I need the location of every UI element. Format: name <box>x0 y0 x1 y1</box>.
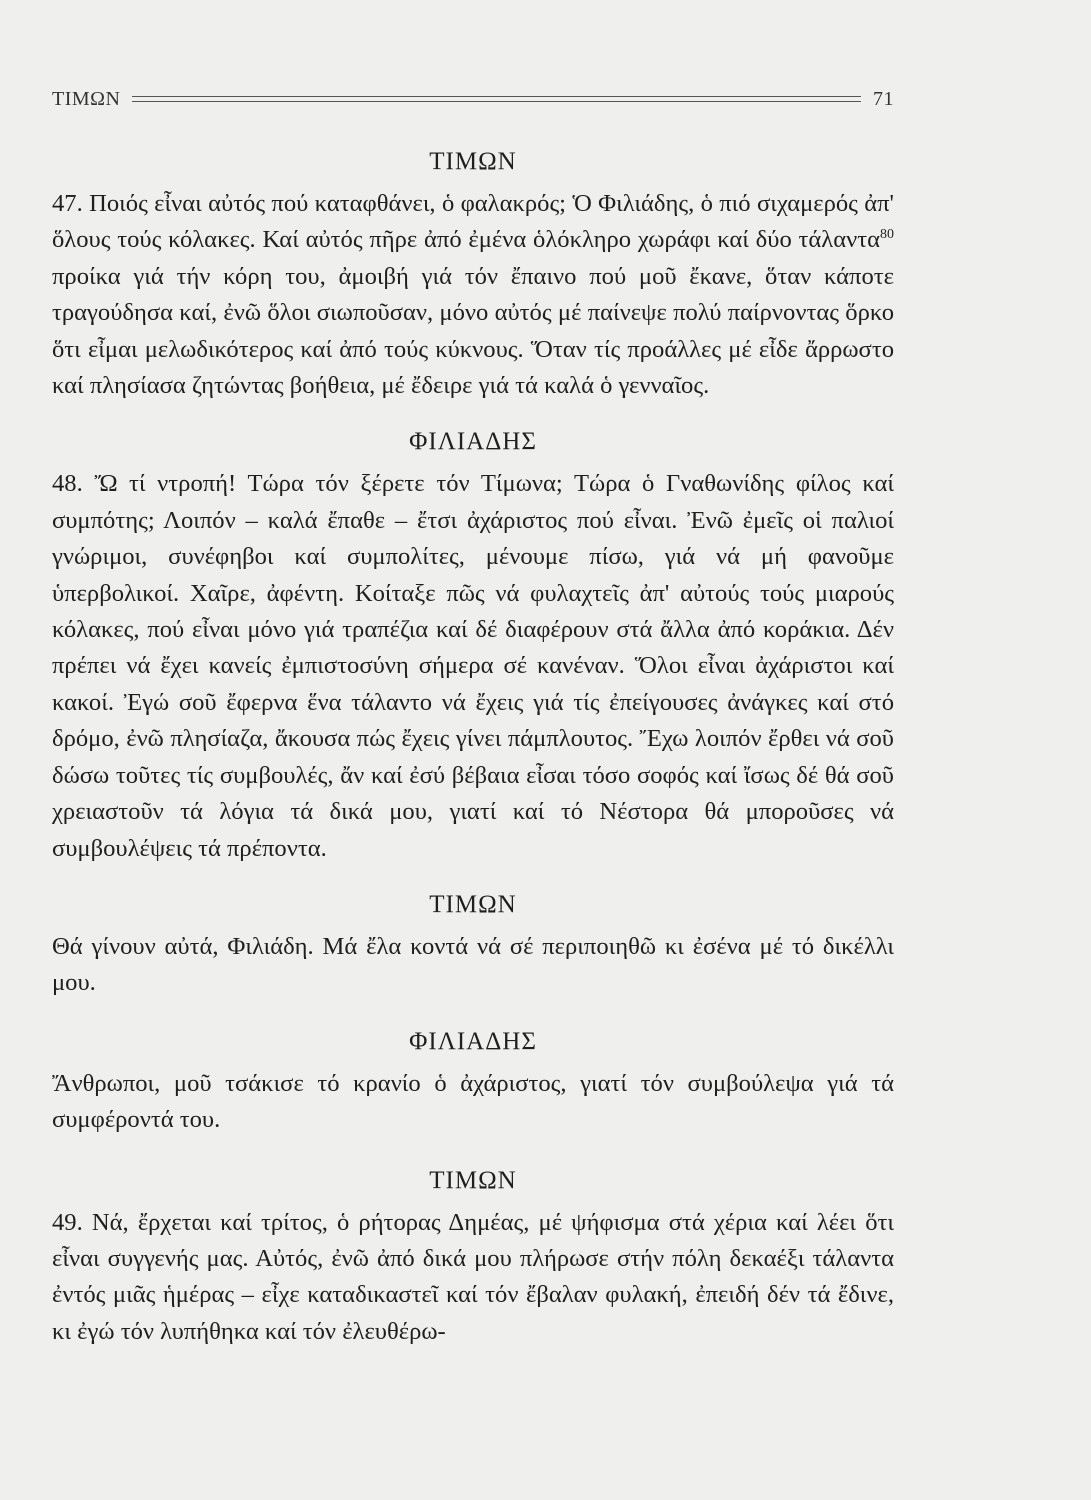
paragraph-reply: Θά γίνουν αὐτά, Φιλιάδη. Μά ἔλα κοντά νά σέ περιποιηθῶ κι ἐσένα μέ τό δικέλλι μου. <box>52 932 894 997</box>
paragraph-47 <box>52 186 894 404</box>
running-header <box>52 84 894 114</box>
header-double-rule <box>132 96 861 102</box>
speaker-heading: ΤΙΜΩΝ <box>429 148 517 175</box>
paragraph-48: 48. Ὤ τί ντροπή! Τώρα τόν ξέρετε τόν Τίμωνα; Τώρα ὁ Γναθωνίδης φίλος καί συμπότης; Λοιπόν – καλά ἔπαθε – ἔτσι ἀχάριστος πού εἶναι. Ἐνῶ ἐμεῖς οἱ παλιοί γνώριμοι, συνέφηβοι καί συμπολίτες, μένουμε πίσω, γιά νά μή φανοῦμε ὑπερβολικοί. Χαῖρε, ἀφέντη. Κοίταξε πῶς νά φυλαχτεῖς ἀπ' αὐτούς τούς μιαρούς κόλακες, πού εἶναι μόνο γιά τραπέζια καί δέ διαφέρουν στά ἄλλα ἀπό κοράκια. Δέν πρέπει νά ἔχει κανείς ἐμπιστοσύνη σήμερα σέ κανέναν. Ὅλοι εἶναι ἀχάριστοι καί κακοί. Ἐγώ σοῦ ἔφερνα ἕνα τάλαντο νά ἔχεις γιά τίς ἐπείγουσες ἀνάγκες καί στό δρόμο, ἐνῶ πλησίαζα, ἄκουσα πώς ἔχεις γίνει πάμπλουτος. Ἔχω λοιπόν ἔρθει νά σοῦ δώσω τοῦτες τίς συμβουλές, ἄν καί ἐσύ βέβαια εἶσαι τόσο σοφός καί ἴσως δέ θά σοῦ χρειαστοῦν τά λόγια τά δικά μου, γιατί καί τό Νέστορα θά μποροῦσες νά συμβουλέψεις τά πρέποντα. <box>52 470 894 862</box>
paragraph-text: 47. Ποιός εἶναι αὐτός πού καταφθάνει, ὁ φαλακρός; Ὁ Φιλιάδης, ὁ πιό σιχαμερός ἀπ' ὅλους τούς κόλακες. Καί αὐτός πῆρε ἀπό ἐμένα ὁλόκληρο χωράφι καί δύο τάλαντα <box>52 190 894 254</box>
page-number: 71 <box>873 87 894 110</box>
speaker-heading: ΤΙΜΩΝ <box>429 890 517 918</box>
speaker-heading: ΦΙΛΙΑΔΗΣ <box>409 428 537 456</box>
speaker-heading: ΤΙΜΩΝ <box>429 1166 517 1194</box>
body-text <box>52 138 894 1350</box>
speaker-heading: ΦΙΛΙΑΔΗΣ <box>409 1027 537 1055</box>
paragraph-text: προίκα γιά τήν κόρη του, ἀμοιβή γιά τόν ἔπαινο πού μοῦ ἔκανε, ὅταν κάποτε τραγούδησα καί, ἐνῶ ὅλοι σιωποῦσαν, μόνο αὐτός μέ παίνεψε πολύ παίρνοντας ὅρκο ὅτι εἶμαι μελωδικότερος καί ἀπό τούς κύκνους. Ὅταν τίς προάλλες μέ εἶδε ἄρρωστο καί πλησίασα ζητώντας βοήθεια, μέ ἔδειρε γιά τά καλά ὁ γενναῖος. <box>52 262 894 400</box>
footnote-reference: 80 <box>880 227 894 243</box>
paragraph-49: 49. Νά, ἔρχεται καί τρίτος, ὁ ρήτορας Δημέας, μέ ψήφισμα στά χέρια καί λέει ὅτι εἶναι συγγενής μας. Αὐτός, ἐνῶ ἀπό δικά μου πλήρωσε στήν πόλη δεκαέξι τάλαντα ἐντός μιᾶς ἡμέρας – εἶχε καταδικαστεῖ καί τόν ἔβαλαν φυλακή, ἐπειδή δέν τά ἔδινε, κι ἐγώ τόν λυπήθηκα καί τόν ἐλευθέρω- <box>52 1208 894 1345</box>
running-title: ΤΙΜΩΝ <box>52 87 121 110</box>
paragraph-reply: Ἄνθρωποι, μοῦ τσάκισε τό κρανίο ὁ ἀχάριστος, γιατί τόν συμβούλεψα γιά τά συμφέροντά του. <box>52 1069 894 1134</box>
